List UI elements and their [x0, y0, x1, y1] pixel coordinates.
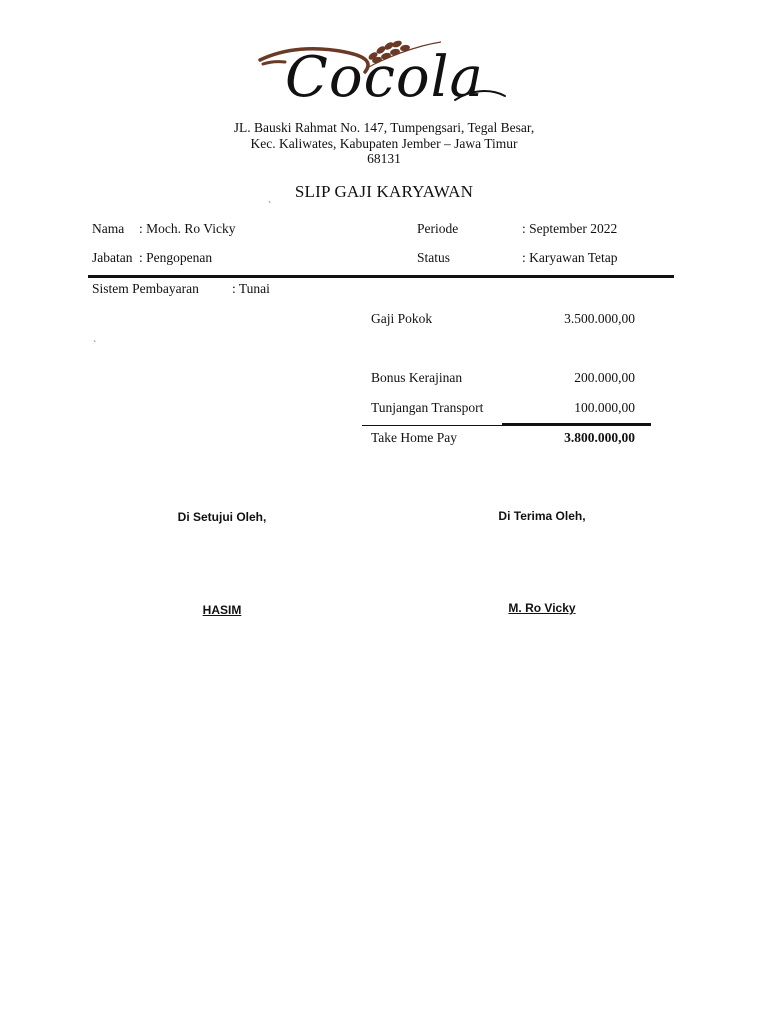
address-line-2: Kec. Kaliwates, Kabupaten Jember – Jawa Timur — [250, 135, 518, 151]
total-label: Take Home Pay — [371, 430, 458, 445]
header-divider — [88, 275, 674, 278]
approver-name: HASIM — [202, 603, 242, 617]
salary-item-amount: 200.000,00 — [574, 370, 635, 385]
stray-mark: ` — [93, 340, 97, 351]
received-by-label: Di Terima Oleh, — [498, 509, 586, 523]
company-address — [184, 120, 584, 167]
receiver-name: M. Ro Vicky — [508, 601, 576, 615]
total-divider-thick — [502, 423, 651, 426]
address-line-1: JL. Bauski Rahmat No. 147, Tumpengsari, Tegal Besar, — [233, 120, 535, 135]
address-line-3: 68131 — [367, 151, 401, 166]
name-value: : Moch. Ro Vicky — [139, 221, 236, 236]
payment-value: : Tunai — [232, 281, 270, 296]
status-value: : Karyawan Tetap — [522, 250, 618, 265]
stray-mark: ` — [268, 201, 272, 212]
total-divider-thin — [362, 425, 502, 426]
period-value: : September 2022 — [522, 221, 618, 236]
payment-label: Sistem Pembayaran — [92, 281, 199, 296]
company-logo — [255, 38, 515, 114]
total-amount: 3.800.000,00 — [564, 430, 635, 445]
period-label: Periode — [417, 221, 459, 236]
salary-item-label: Gaji Pokok — [371, 311, 433, 326]
position-label: Jabatan — [92, 250, 133, 265]
name-label: Nama — [92, 221, 125, 236]
salary-item-amount: 3.500.000,00 — [564, 311, 635, 326]
approved-by-label: Di Setujui Oleh, — [177, 510, 267, 524]
salary-item-label: Tunjangan Transport — [371, 400, 484, 415]
salary-item-label: Bonus Kerajinan — [371, 370, 463, 385]
document-title: SLIP GAJI KARYAWAN — [294, 182, 474, 201]
logo-wordmark: Cocola — [285, 45, 484, 110]
status-label: Status — [417, 250, 451, 265]
position-value: : Pengopenan — [139, 250, 213, 265]
salary-item-amount: 100.000,00 — [574, 400, 635, 415]
